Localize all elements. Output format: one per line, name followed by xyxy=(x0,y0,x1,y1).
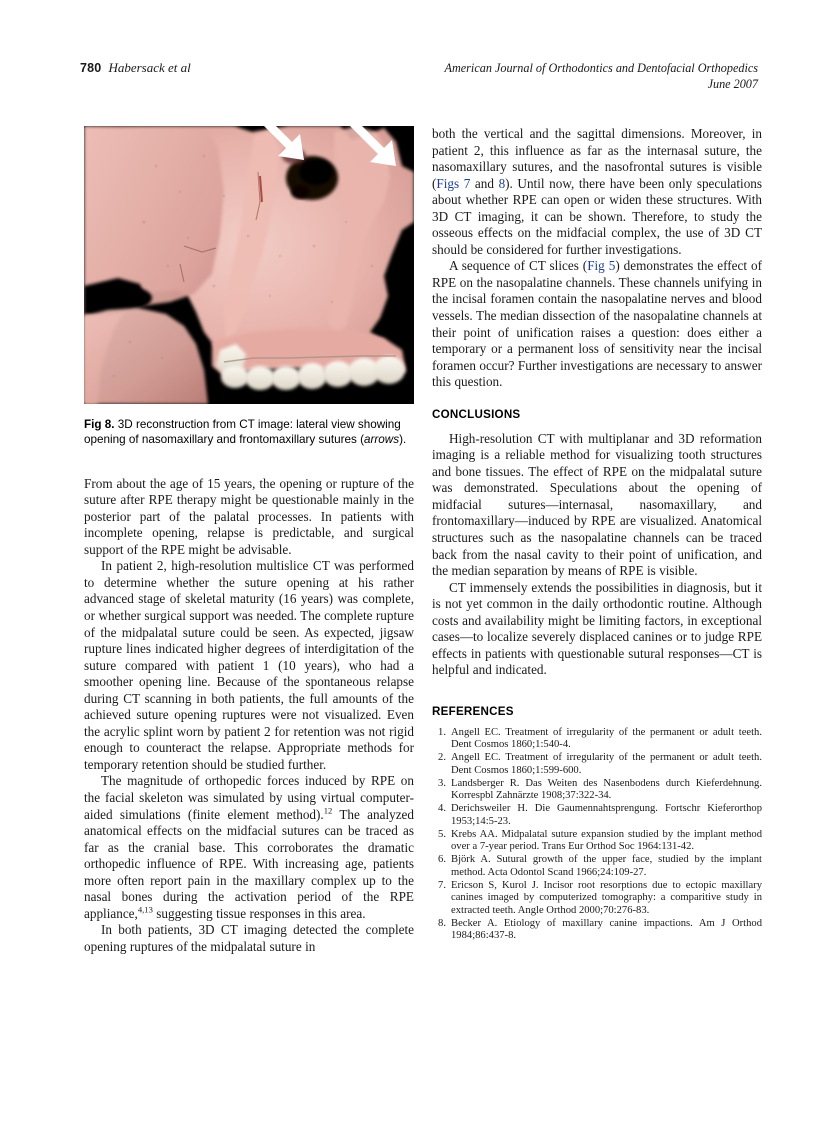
running-head-left xyxy=(80,60,191,76)
paragraph-age-15: From about the age of 15 years, the opening or rupture of the suture after RPE therapy might be questionable mainly in the posterior part of the palatal processes. In patients with incomplete opening, relapse is predictable, and surgical support of the RPE might be advisable. xyxy=(84,475,414,557)
paragraph-patient-2: In patient 2, high-resolution multislice CT was performed to determine whether the suture opening at his rather advanced stage of skeletal maturity (16 years) was complete, or whether surgical support was needed. The complete rupture of the midpalatal suture could be seen. As expected, jigsaw rupture lines indicated higher degrees of interdigitation of the suture compared with patient 1 (10 years), who had a smoother opening line. Because of the spontaneous relapse during CT scanning in both patients, the full amounts of the achieved suture opening ruptures were not visualized. Even the acrylic splint worn by patient 2 for retention was not rigid enough to counteract the relapse. Appropriate methods for temporary retention should be studied further. xyxy=(84,558,414,772)
running-head-authors: Habersack et al xyxy=(108,60,191,75)
figure-link-fig5[interactable]: Fig 5 xyxy=(587,258,616,274)
running-head-right xyxy=(445,60,758,92)
paragraph-conclusion-1: High-resolution CT with multiplanar and 3D reformation imaging is a reliable method for visualizing tooth structures and bone tissues. The effect of RPE on the midpalatal suture was demonstrated. Speculations about the opening of midfacial sutures—internasal, nasomaxillary, and frontomaxillary—induced by RPE are visualized. Anatomical structures such as the nasopalatine channels can be traced back from the nasal cavity to their point of unification, and the median separation by means of RPE is visible. xyxy=(432,430,762,579)
paragraph-both-patients: In both patients, 3D CT imaging detected the complete opening ruptures of the midpalatal suture in xyxy=(84,922,414,954)
paragraph-conclusion-2: CT immensely extends the possibilities in diagnosis, but it is not yet common in the daily orthodontic routine. Although costs and availability might be limiting factors, in exceptional cases—to localize severely displaced canines or to judge RPE effects in patients with questionable sutural responses—CT is helpful and indicated. xyxy=(432,579,762,678)
running-head xyxy=(80,60,758,102)
figure-caption-end: ). xyxy=(399,433,407,447)
figure-8 xyxy=(84,126,414,448)
citation-4-13: 4,13 xyxy=(137,904,153,915)
figure-link-figs7[interactable]: Figs 7 xyxy=(436,175,471,191)
forces-text-part2: The analyzed anatomical effects on the midfacial sutures can be traced as far as the cranial base. This corroborates the dramatic orthopedic influence of RPE. With increasing age, patients more often report pain in the maxillary complex up to the nasal bones during the activation period of the RPE appliance, xyxy=(84,806,414,921)
figure-label: Fig 8. xyxy=(84,418,115,431)
citation-12: 12 xyxy=(323,805,333,816)
paragraph-ct-slices xyxy=(432,258,762,390)
right-column xyxy=(432,126,762,943)
figure-caption-main: 3D reconstruction from CT image: lateral view showing opening of nasomaxillary and frontomaxillary sutures ( xyxy=(84,418,401,447)
heading-references: REFERENCES xyxy=(432,704,514,718)
reference-item: Becker A. Etiology of maxillary canine impactions. Am J Orthod 1984;86:437-8. xyxy=(451,917,762,942)
journal-title: American Journal of Orthodontics and Dentofacial Orthopedics xyxy=(444,61,758,75)
reference-item: Ericson S, Kurol J. Incisor root resorptions due to ectopic maxillary canines imaged by computerized tomography: a comparitive study in extracted teeth. Angle Orthod 2000;70:276-83. xyxy=(451,879,762,916)
dimensions-part3: ). Until now, there have been only speculations about whether RPE can open or widen these structures. With 3D CT imaging, it can be shown. Therefore, to study the osseous effects on the midfacial complex, the use of 3D CT should be considered for further investigations. xyxy=(432,175,763,257)
figure-link-fig8[interactable]: 8 xyxy=(498,175,506,191)
reference-item: Landsberger R. Das Weiten des Nasenbodens durch Kieferdehnung. Korrespbl Zahnärzte 1908;37:322-34. xyxy=(451,777,762,802)
forces-text-part1: The magnitude of orthopedic forces induced by RPE on the facial skeleton was simulated by using virtual computer-aided simulations (finite element method). xyxy=(84,773,414,822)
slices-part2: ) demonstrates the effect of RPE on the nasopalatine channels. These channels unifying in the incisal foramen contain the nasopalatine nerves and blood vessels. The median dissection of the nasopalatine channels at their point of unification raises a question: does either a temporary or a permanent loss of sensitivity near the incisal foramen occur? Further investigations are necessary to answer this question. xyxy=(432,258,762,390)
reference-item: Angell EC. Treatment of irregularity of the permanent or adult teeth. Dent Cosmos 1860;1:599-600. xyxy=(451,752,762,776)
paragraph-dimensions xyxy=(432,126,762,258)
paragraph-orthopedic-forces xyxy=(84,773,414,922)
left-column xyxy=(84,126,414,955)
issue-date: June 2007 xyxy=(707,77,758,91)
heading-conclusions: CONCLUSIONS xyxy=(432,407,521,421)
reference-item: Angell EC. Treatment of irregularity of the permanent or adult teeth. Dent Cosmos 1860;1:540-4. xyxy=(451,726,762,751)
ct-reconstruction-image xyxy=(84,126,414,404)
slices-part1: A sequence of CT slices ( xyxy=(449,258,588,274)
references-list xyxy=(432,727,762,943)
dimensions-part2: and xyxy=(470,175,499,191)
reference-item: Derichsweiler H. Die Gaumennahtsprengung. Fortschr Kieferorthop 1953;14:5-23. xyxy=(451,803,762,827)
ct-skull-illustration xyxy=(84,126,414,404)
reference-item: Björk A. Sutural growth of the upper face, studied by the implant method. Acta Odontol Scand 1966;24:109-27. xyxy=(451,854,762,878)
reference-item: Krebs AA. Midpalatal suture expansion studied by the implant method over a 7-year period. Trans Eur Orthod Soc 1964:131-42. xyxy=(451,828,762,853)
figure-caption-arrows: arrows xyxy=(364,433,400,447)
forces-text-part3: suggesting tissue responses in this area. xyxy=(152,905,366,921)
dimensions-part1: both the vertical and the sagittal dimensions. Moreover, in patient 2, this influence as far as the internasal suture, the nasomaxillary sutures, and the nasofrontal sutures is visible ( xyxy=(432,126,762,191)
page-number: 780 xyxy=(80,61,102,75)
figure-caption xyxy=(84,417,414,448)
